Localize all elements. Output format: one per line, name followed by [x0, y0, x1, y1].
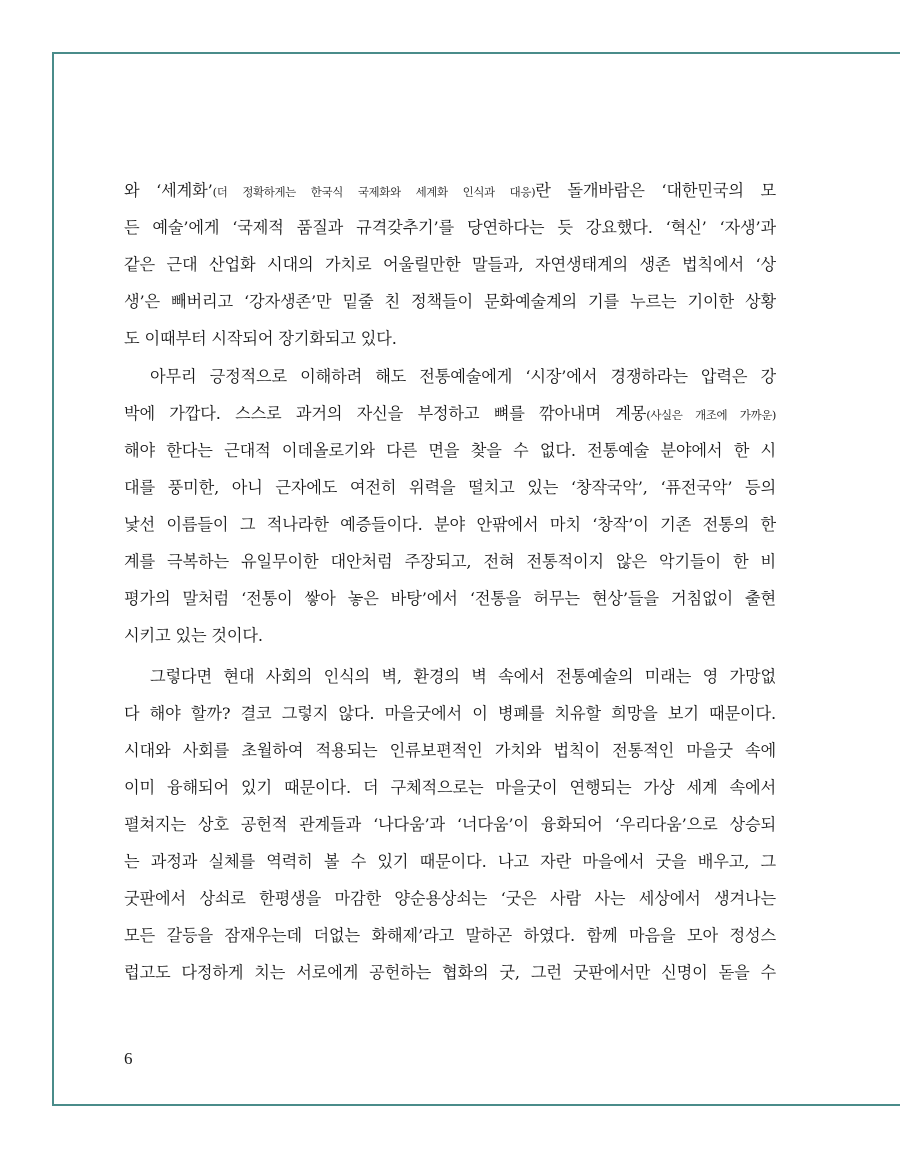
text-segment: 박에 가깝다. 스스로 과거의 자신을 부정하고 뼈를 깎아내며 계몽 — [124, 404, 647, 423]
paragraph-2-line-2 — [124, 395, 776, 432]
paragraph-3-line-2: 다 해야 할까? 결코 그렇지 않다. 마을굿에서 이 병폐를 치유할 희망을 보기 때문이다. — [124, 704, 776, 723]
paragraph-1-line-3: 같은 근대 산업화 시대의 가치로 어울릴만한 말들과, 자연생태계의 생존 법칙에서 ‘상 — [124, 255, 776, 274]
paragraph-2-line-8: 시키고 있는 것이다. — [124, 626, 263, 645]
paragraph-2-line-4: 대를 풍미한, 아니 근자에도 여전히 위력을 떨치고 있는 ‘창작국악’, ‘퓨전국악’ 등의 — [124, 478, 776, 497]
paragraph-1-line-1 — [124, 172, 776, 209]
page-number: 6 — [124, 1049, 133, 1068]
paragraph-3-line-1: 그렇다면 현대 사회의 인식의 벽, 환경의 벽 속에서 전통예술의 미래는 영 가망없 — [150, 667, 776, 686]
paragraph-2-line-6: 계를 극복하는 유일무이한 대안처럼 주장되고, 전혀 전통적이지 않은 악기들이 한 비 — [124, 552, 776, 571]
paragraph-3-line-5: 펼쳐지는 상호 공헌적 관계들과 ‘나다움’과 ‘너다움’이 융화되어 ‘우리다움’으로 상승되 — [124, 815, 776, 834]
paragraph-3-line-7: 굿판에서 상쇠로 한평생을 마감한 양순용상쇠는 ‘굿은 사람 사는 세상에서 생겨나는 — [124, 889, 776, 908]
text-segment: 와 ‘세계화’ — [124, 181, 213, 200]
paragraph-3-line-6: 는 과정과 실체를 역력히 볼 수 있기 때문이다. 나고 자란 마을에서 굿을 배우고, 그 — [124, 852, 776, 871]
text-segment: 란 돌개바람은 ‘대한민국의 모 — [535, 181, 777, 200]
paragraph-1-line-2: 든 예술’에게 ‘국제적 품질과 규격갖추기’를 당연하다는 듯 강요했다. ‘혁신’ ‘자생’과 — [124, 218, 776, 237]
paragraph-1-line-5: 도 이때부터 시작되어 장기화되고 있다. — [124, 329, 397, 348]
paragraph-3-line-4: 이미 융해되어 있기 때문이다. 더 구체적으로는 마을굿이 연행되는 가상 세계 속에서 — [124, 778, 776, 797]
paragraph-2-line-3: 해야 한다는 근대적 이데올로기와 다른 면을 찾을 수 없다. 전통예술 분야에서 한 시 — [124, 441, 776, 460]
paragraph-3 — [124, 658, 776, 991]
inline-note: (사실은 개조에 가까운) — [646, 408, 776, 422]
inline-note: (더 정확하게는 한국식 국제화와 세계화 인식과 대응) — [212, 185, 536, 199]
paragraph-3-line-8: 모든 갈등을 잠재우는데 더없는 화해제’라고 말하곤 하였다. 함께 마음을 모아 정성스 — [124, 926, 776, 945]
paragraph-3-line-3: 시대와 사회를 초월하여 적용되는 인류보편적인 가치와 법칙이 전통적인 마을굿 속에 — [124, 741, 776, 760]
paragraph-2-line-7: 평가의 말처럼 ‘전통이 쌓아 놓은 바탕’에서 ‘전통을 허무는 현상’들을 거침없이 출현 — [124, 589, 776, 608]
paragraph-1-line-4: 생’은 빼버리고 ‘강자생존’만 밑줄 친 정책들이 문화예술계의 기를 누르는 기이한 상황 — [124, 292, 776, 311]
paragraph-3-line-9: 럽고도 다정하게 치는 서로에게 공헌하는 협화의 굿, 그런 굿판에서만 신명이 돋을 수 — [124, 963, 776, 982]
paragraph-1 — [124, 172, 776, 357]
paragraph-2-line-1: 아무리 긍정적으로 이해하려 해도 전통예술에게 ‘시장’에서 경쟁하라는 압력은 강 — [150, 367, 776, 386]
paragraph-2 — [124, 358, 776, 654]
paragraph-2-line-5: 낯선 이름들이 그 적나라한 예증들이다. 분야 안팎에서 마치 ‘창작’이 기존 전통의 한 — [124, 515, 776, 534]
